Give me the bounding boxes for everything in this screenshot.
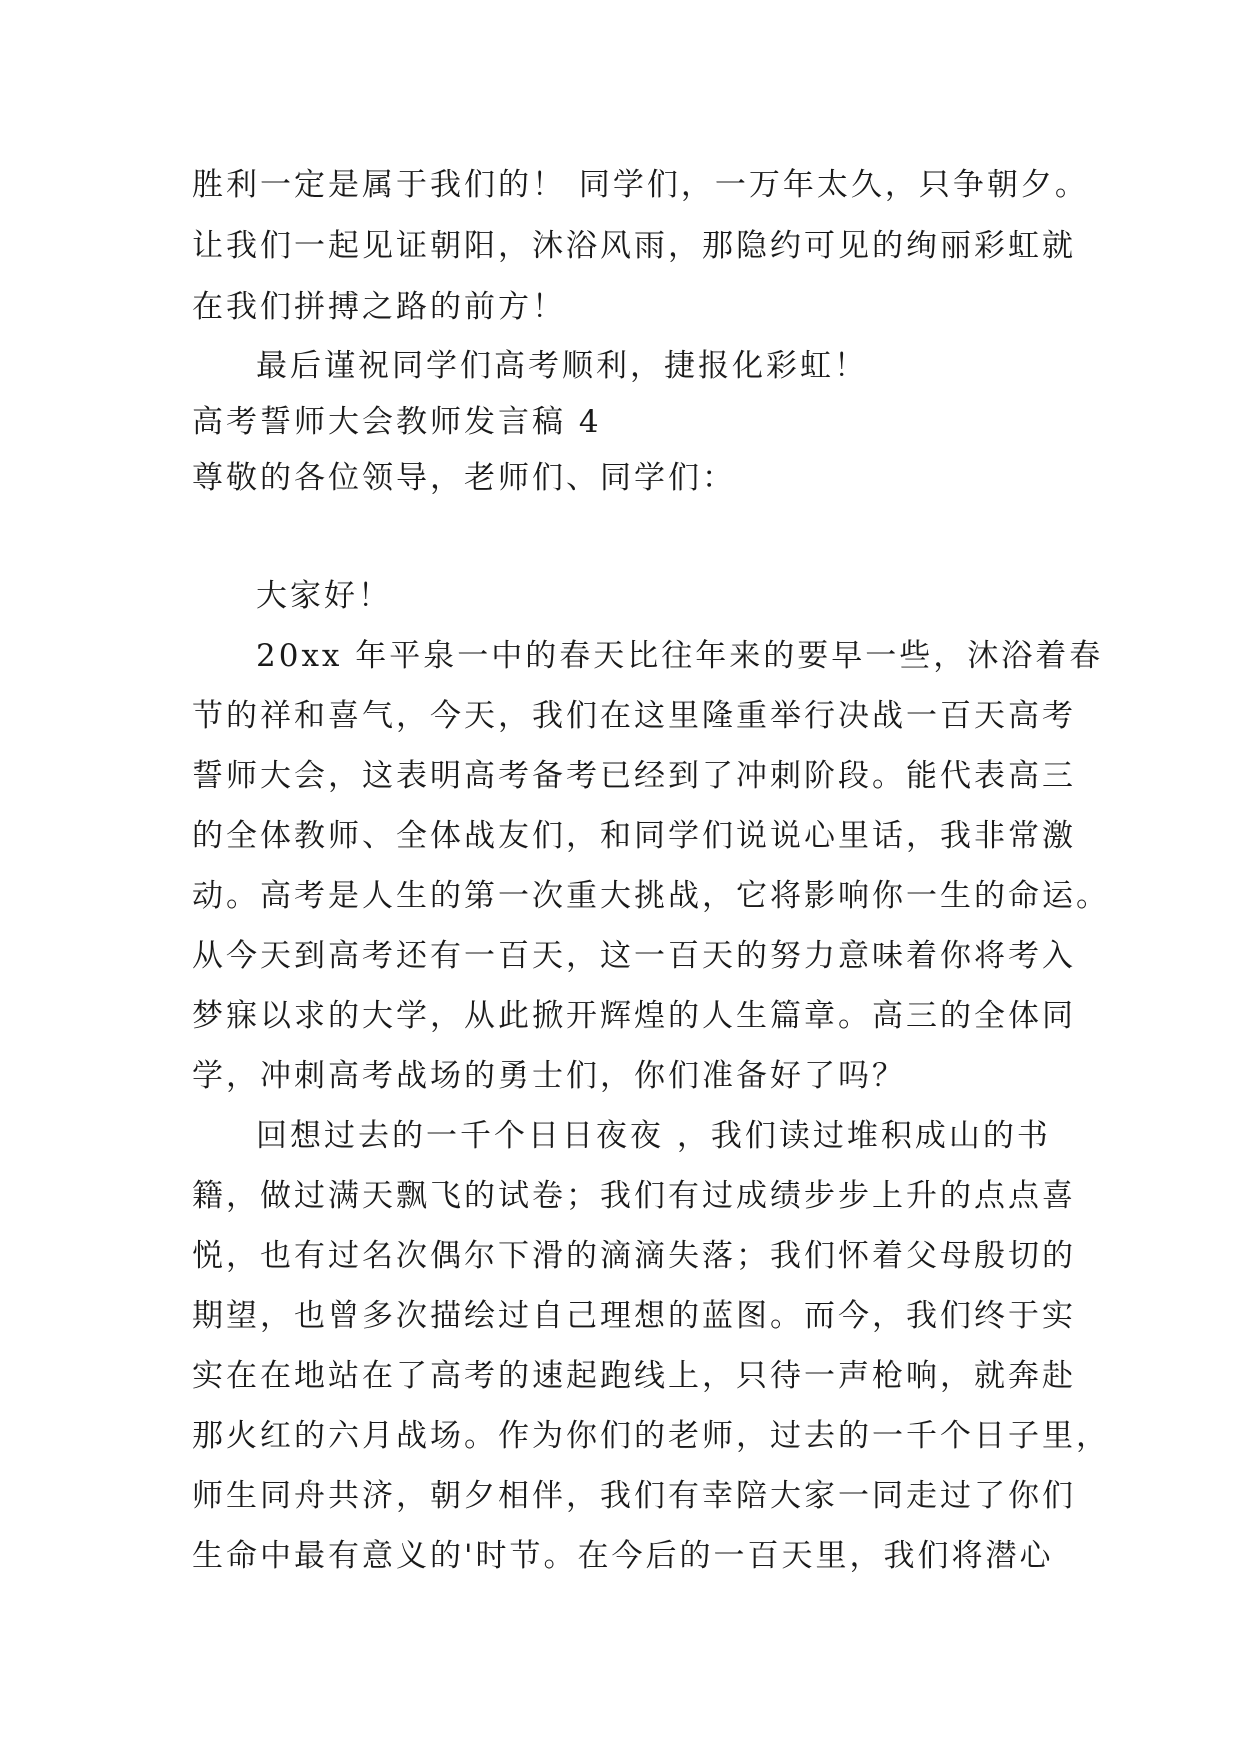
text-line: 让我们一起见证朝阳，沐浴风雨，那隐约可见的绚丽彩虹就 xyxy=(192,228,1076,264)
greeting: 大家好！ xyxy=(256,578,392,614)
text-line: 胜利一定是属于我们的！ 同学们，一万年太久，只争朝夕。 xyxy=(192,167,1089,203)
text-line: 最后谨祝同学们高考顺利，捷报化彩虹！ xyxy=(256,348,868,384)
text-line: 实在在地站在了高考的速起跑线上，只待一声枪响，就奔赴 xyxy=(192,1358,1076,1394)
text-line: 节的祥和喜气，今天，我们在这里隆重举行决战一百天高考 xyxy=(192,698,1076,734)
text-line: 20xx 年平泉一中的春天比往年来的要早一些，沐浴着春 xyxy=(256,638,1104,674)
text-line: 梦寐以求的大学，从此掀开辉煌的人生篇章。高三的全体同 xyxy=(192,998,1076,1034)
text-line: 誓师大会，这表明高考备考已经到了冲刺阶段。能代表高三 xyxy=(192,758,1076,794)
text-line: 回想过去的一千个日日夜夜 ，我们读过堆积成山的书 xyxy=(256,1118,1051,1154)
text-line: 悦，也有过名次偶尔下滑的滴滴失落；我们怀着父母殷切的 xyxy=(192,1238,1076,1274)
text-line: 师生同舟共济，朝夕相伴，我们有幸陪大家一同走过了你们 xyxy=(192,1478,1076,1514)
text-line: 籍，做过满天飘飞的试卷；我们有过成绩步步上升的点点喜 xyxy=(192,1178,1076,1214)
text-line: 期望，也曾多次描绘过自己理想的蓝图。而今，我们终于实 xyxy=(192,1298,1076,1334)
text-line: 动。高考是人生的第一次重大挑战，它将影响你一生的命运。 xyxy=(192,878,1110,914)
salutation: 尊敬的各位领导，老师们、同学们： xyxy=(192,460,736,496)
text-line: 的全体教师、全体战友们，和同学们说说心里话，我非常激 xyxy=(192,818,1076,854)
text-line: 生命中最有意义的'时节。在今后的一百天里，我们将潜心 xyxy=(192,1538,1054,1574)
text-line: 那火红的六月战场。作为你们的老师，过去的一千个日子里， xyxy=(192,1418,1110,1454)
text-line: 学，冲刺高考战场的勇士们，你们准备好了吗？ xyxy=(192,1058,906,1094)
text-line: 在我们拼搏之路的前方！ xyxy=(192,289,566,325)
section-heading: 高考誓师大会教师发言稿 4 xyxy=(192,404,602,440)
text-line: 从今天到高考还有一百天，这一百天的努力意味着你将考入 xyxy=(192,938,1076,974)
